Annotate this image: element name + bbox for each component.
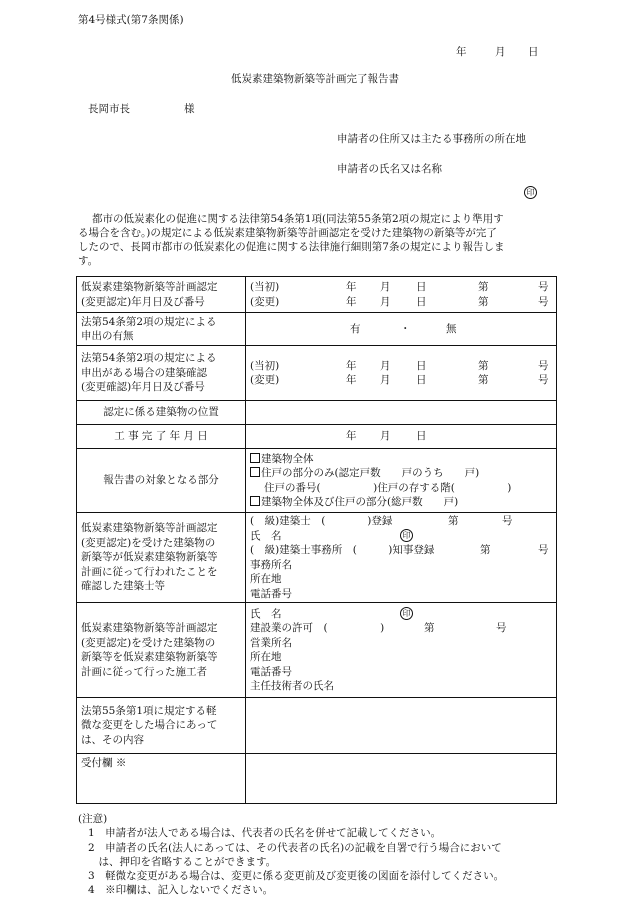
intro-line-1: 都市の低炭素化の促進に関する法律第54条第1項(同法第55条第2項の規定により準用す [92,213,504,225]
row-building-location [77,401,557,425]
date-month-label: 月 [495,46,506,58]
applicant-address-label: 申請者の住所又は主たる事務所の所在地 [337,133,526,145]
row-label: 低炭素建築物新築等計画認定 (変更認定)年月日及び番号 [77,277,246,313]
contractor-field[interactable]: 氏 名 印 建設業の許可 ( ) 第 号 営業所名 所在地 電話番号 主任技術者の氏名 [246,603,557,698]
notes-heading: (注意) [78,813,108,825]
intro-line-4: す。 [78,255,99,267]
row-certification-date [77,277,557,313]
intro-line-3: したので、長岡市都市の低炭素化の促進に関する法律施行細則第7条の規定により報告しま [78,241,505,253]
seal-icon: 印 [400,529,413,542]
row-label: 法第54条第2項の規定による 申出がある場合の建築確認 (変更確認)年月日及び番号 [77,346,246,401]
seal-icon: 印 [400,607,413,620]
date-day-label: 日 [528,46,539,58]
reception-field [246,754,557,804]
building-location-field[interactable] [246,401,557,425]
row-label: 低炭素建築物新築等計画認定 (変更認定)を受けた建築物の 新築等を低炭素建築物新築等 計画に従って行った施工者 [77,603,246,698]
row-label: 受付欄 ※ [77,754,246,804]
row-label: 工 事 完 了 年 月 日 [77,425,246,449]
row-report-scope [77,449,557,513]
completion-date-field[interactable]: 年 月 日 [246,425,557,449]
checkbox-icon[interactable] [250,496,260,506]
document-title: 低炭素建築物新築等計画完了報告書 [231,73,399,85]
scope-option-whole[interactable]: 建築物全体 [250,452,552,467]
notes [78,812,558,898]
row-contractor [77,603,557,698]
note-item: 3 軽微な変更がある場合は、変更に係る変更前及び変更後の図面を添付してください。 [88,870,505,883]
note-item: 1 申請者が法人である場合は、代表者の氏名を併せて記載してください。 [88,827,442,840]
note-item: 4 ※印欄は、記入しないでください。 [88,884,274,897]
option-nashi[interactable]: 無 [446,322,457,335]
report-scope-field[interactable]: 建築物全体 住戸の部分のみ(認定戸数 戸のうち 戸) 住戸の番号( )住戸の存する階( ) 建築物全体及び住戸の部分(総戸数 戸) [246,449,557,513]
row-architect [77,513,557,603]
option-ari[interactable]: 有 [350,322,361,335]
row-label: 認定に係る建築物の位置 [77,401,246,425]
row-label: 法第55条第1項に規定する軽 微な変更をした場合にあって は、その内容 [77,698,246,754]
date-year-label: 年 [456,46,467,58]
building-confirmation-field[interactable]: (当初) 年 月 日 第 号 (変更) 年 月 日 第 号 [246,346,557,401]
row-completion-date [77,425,557,449]
row-building-confirmation [77,346,557,401]
seal-icon: 印 [524,186,537,199]
note-item: は、押印を省略することができます。 [88,855,277,868]
row-label: 報告書の対象となる部分 [77,449,246,513]
intro-line-2: る場合を含む。)の規定による低炭素建築物新築等計画認定を受けた建築物の新築等が完了 [78,227,497,239]
row-label: 法第54条第2項の規定による 申出の有無 [77,313,246,346]
request-presence-field[interactable]: 有 ・ 無 [246,313,557,346]
certification-date-field[interactable]: (当初) 年 月 日 第 号 (変更) 年 月 日 第 号 [246,277,557,313]
addressee: 長岡市長 [88,103,130,115]
note-item: 2 申請者の氏名(法人にあっては、その代表者の氏名)の記載を自署で行う場合において [88,841,502,854]
addressee-honorific: 様 [184,103,195,115]
applicant-name-label: 申請者の氏名又は名称 [337,163,442,175]
scope-option-units[interactable]: 住戸の部分のみ(認定戸数 戸のうち 戸) [250,466,552,481]
minor-change-field[interactable] [246,698,557,754]
checkbox-icon[interactable] [250,467,260,477]
row-minor-change [77,698,557,754]
scope-option-whole-and-units[interactable]: 建築物全体及び住戸の部分(総戸数 戸) [250,495,552,510]
checkbox-icon[interactable] [250,453,260,463]
row-reception [77,754,557,804]
row-label: 低炭素建築物新築等計画認定 (変更認定)を受けた建築物の 新築等が低炭素建築物新築等 計画に従って行われたことを 確認した建築士等 [77,513,246,603]
form-number: 第4号様式(第7条関係) [78,14,184,26]
report-form-table [76,276,557,804]
row-request-presence [77,313,557,346]
architect-field[interactable]: ( 級)建築士 ( )登録 第 号 氏 名 印 ( 級)建築士事務所 ( )知事登録 第 号 事務所名 所在地 電話番号 [246,513,557,603]
